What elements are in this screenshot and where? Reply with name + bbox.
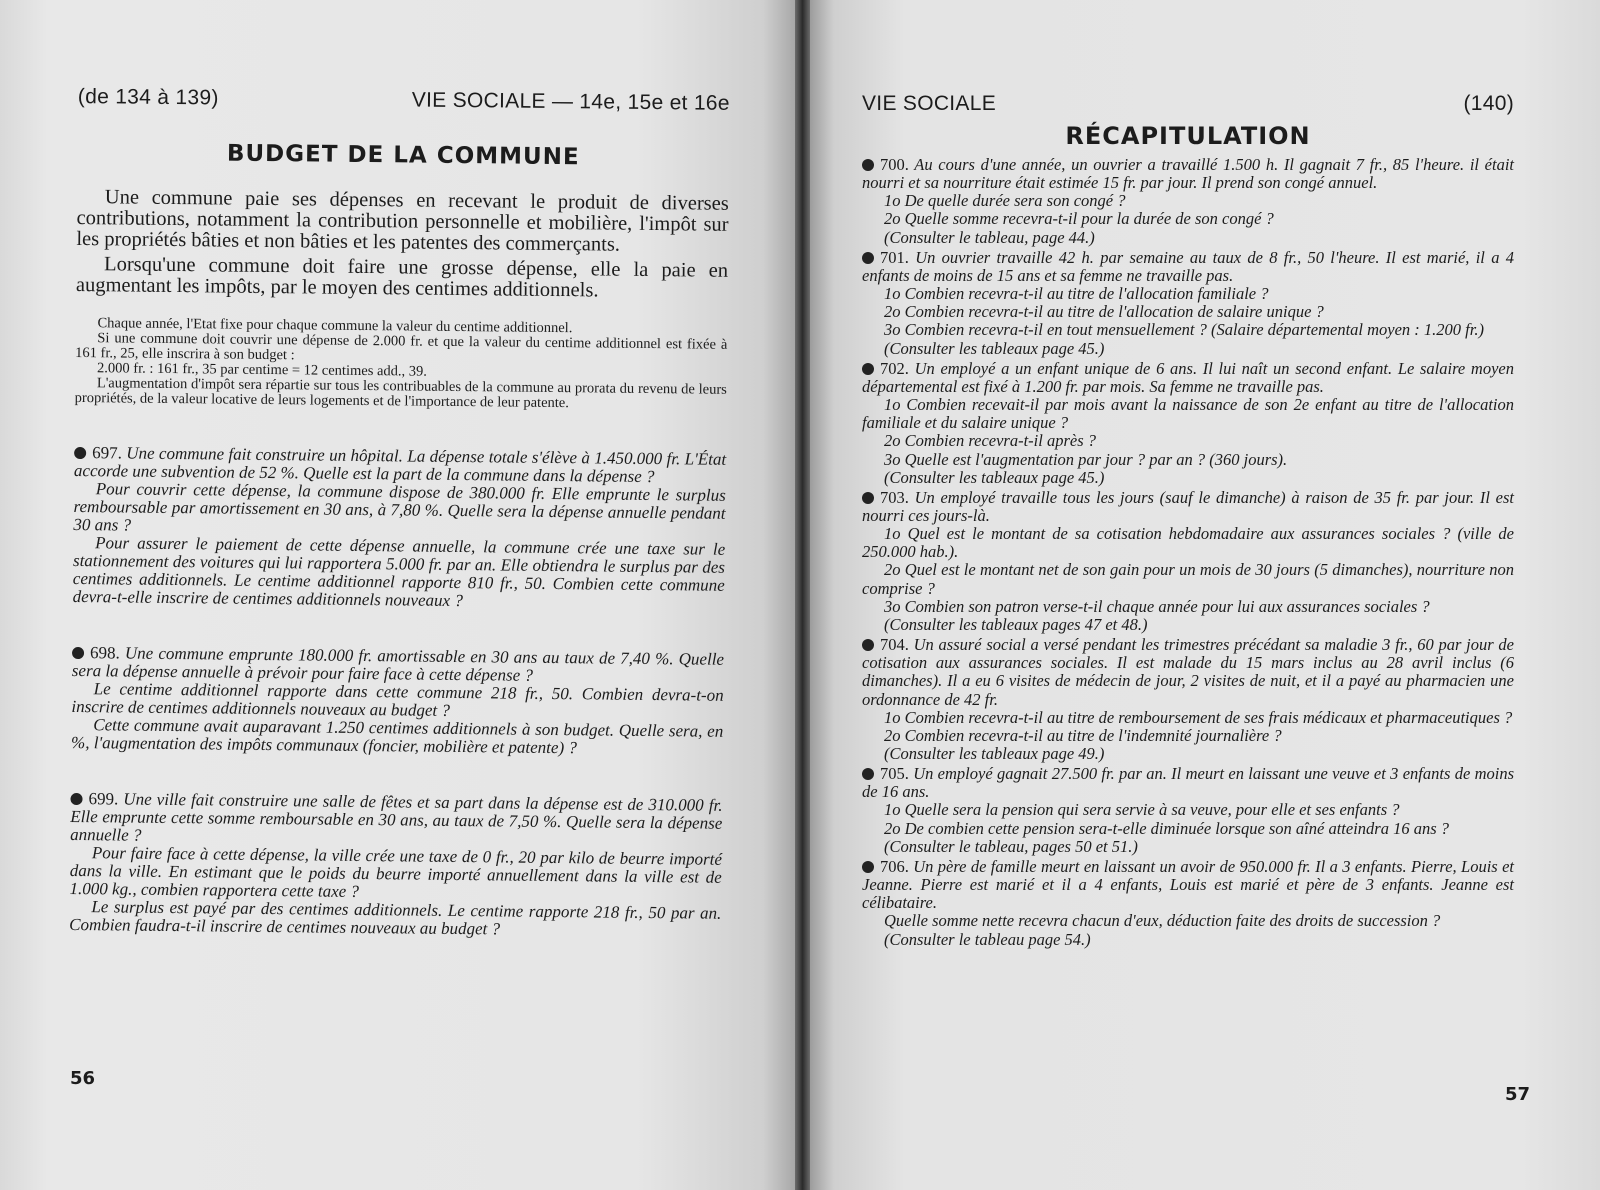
exercise-number: 697.: [92, 443, 122, 463]
exercise-text: Le centime additionnel rapporte dans cette commune 218 fr., 50. Combien devra-t-on inscrire de centimes additionnels nouveaux au budget ?: [71, 679, 724, 720]
page-title: RÉCAPITULATION: [1065, 122, 1311, 150]
bullet-icon: [70, 793, 82, 805]
exercise-705: [862, 765, 1514, 856]
exercise-text: Pour assurer le paiement de cette dépense annuelle, la commune crée une taxe sur le stationnement des voitures qui lui rapportera 5.000 fr. par an. Elle obtiendra le surplus par des centimes additionnels. Le centime additionnel rapporte 810 fr., 50. Combien cette commune devra-t-elle inscrire de centimes additionnels nouveaux ?: [72, 533, 726, 611]
exercise-text: Un employé gagnait 27.500 fr. par an. Il meurt en laissant une veuve et 3 enfants de moins de 16 ans.: [862, 764, 1515, 802]
exercise-704: [862, 636, 1514, 763]
right-page-content: [862, 92, 1514, 949]
running-head-section: VIE SOCIALE: [862, 92, 997, 115]
exercise-text: 2o De combien cette pension sera-t-elle diminuée lorsque son aîné atteindra 16 ans ?: [884, 818, 1450, 838]
page-number: 57: [1504, 1084, 1530, 1105]
exercise-text: Pour faire face à cette dépense, la ville crée une taxe de 0 fr., 20 par kilo de beurre importé dans la ville. En estimant que le poids du beurre importé annuellement dans la ville est de 1.000 kg., combien rapportera cette taxe ?: [69, 843, 723, 901]
exercise-text: Au cours d'une année, un ouvrier a travaillé 1.500 h. Il gagnait 7 fr., 85 l'heure. il était nourri et sa nourriture était estimée 15 fr. par jour. Il prend son congé annuel.: [862, 155, 1515, 193]
exercise-697: [73, 444, 727, 613]
exercise-text: 1o Quelle sera la pension qui sera servie à sa veuve, pour elle et ses enfants ?: [884, 800, 1400, 820]
exercise-text: 1o Quel est le montant de sa cotisation hebdomadaire aux assurances sociales ? (ville de 250.000 hab.).: [862, 524, 1514, 562]
exercise-text: Cette commune avait auparavant 1.250 centimes additionnels à son budget. Quelle sera, en %, l'augmentation des impôts communaux (foncier, mobilière et patente) ?: [71, 715, 724, 758]
exercise-text: Un employé a un enfant unique de 6 ans. Il lui naît un second enfant. Le salaire moyen départemental est fixé à 1.200 fr. par mois. Sa femme ne travaille pas.: [862, 358, 1514, 396]
bullet-icon: [862, 363, 874, 375]
running-head-section: VIE SOCIALE — 14e, 15e et 16e: [411, 88, 730, 115]
exercise-number: 702.: [880, 358, 909, 378]
exercise-number: 701.: [880, 247, 909, 267]
exercise-text: Une commune emprunte 180.000 fr. amortissable en 30 ans au taux de 7,40 %. Quelle sera la dépense annuelle à prévoir pour faire face à cette dépense ?: [71, 643, 725, 685]
exercise-text: 1o Combien recevra-t-il au titre de remboursement de ses frais médicaux et pharmaceutiques ?: [884, 707, 1513, 727]
exercise-text: (Consulter les tableaux pages 47 et 48.): [884, 614, 1148, 634]
page-number: 56: [70, 1068, 96, 1089]
exercise-text: 2o Combien recevra-t-il après ?: [884, 431, 1097, 451]
left-page: [0, 0, 795, 1190]
exercise-text: (Consulter le tableau page 54.): [884, 929, 1091, 949]
exercise-702: [862, 360, 1514, 487]
bullet-icon: [862, 639, 874, 651]
bullet-icon: [72, 647, 84, 659]
exercise-text: 2o Quelle somme recevra-t-il pour la durée de son congé ?: [884, 209, 1274, 229]
exercise-text: 2o Combien recevra-t-il au titre de l'indemnité journalière ?: [884, 725, 1282, 745]
right-page: [810, 0, 1600, 1190]
note-line: Chaque année, l'Etat fixe pour chaque commune la valeur du centime additionnel.: [97, 315, 573, 337]
note-line: L'augmentation d'impôt sera répartie sur tous les contribuables de la commune au prorata du revenu de leurs propriétés, de la valeur locative de leurs logements et de l'importance de leur patente.: [74, 375, 727, 412]
page-title: BUDGET DE LA COMMUNE: [226, 140, 580, 171]
running-head-range: (140): [1463, 92, 1514, 115]
note-line: 2.000 fr. : 161 fr., 35 par centime = 12 centimes add., 39.: [96, 360, 428, 380]
bullet-icon: [862, 768, 874, 780]
exercise-text: (Consulter le tableau, page 44.): [884, 227, 1095, 247]
left-page-content: [69, 85, 730, 941]
note-small-print: [75, 316, 728, 413]
exercise-701: [862, 249, 1514, 358]
exercise-text: 2o Quel est le montant net de son gain pour un mois de 30 jours (5 dimanches), nourriture non comprise ?: [862, 560, 1514, 598]
bullet-icon: [862, 159, 874, 171]
exercise-text: 2o Combien recevra-t-il au titre de l'allocation de salaire unique ?: [884, 302, 1324, 322]
exercise-text: Quelle somme nette recevra chacun d'eux, déduction faite des droits de succession ?: [884, 911, 1441, 931]
running-head: [78, 85, 730, 116]
exercise-text: Un assuré social a versé pendant les trimestres précédant sa maladie 3 fr., 60 par jour de cotisation aux assurances sociales. Il est malade du 15 mars inclus au 28 avril inclus (6 dimanches). Il a eu 6 visites de médecin de jour, 2 visites de nuit, et il a payé au pharmacien une ordonnance de 42 fr.: [862, 635, 1515, 709]
exercise-text: (Consulter les tableaux page 45.): [884, 338, 1105, 358]
exercise-text: Un employé travaille tous les jours (sauf le dimanche) à raison de 35 fr. par jour. Il est nourri ces jours-là.: [862, 487, 1514, 525]
exercise-text: Un père de famille meurt en laissant un avoir de 950.000 fr. Il a 3 enfants. Pierre, Louis et Jeanne. Pierre est marié et il a 4 enfants, Louis est marié et père de 3 enfants. Jeanne est célibataire.: [862, 856, 1515, 913]
exercise-number: 705.: [880, 764, 909, 784]
exercise-text: 1o Combien recevra-t-il au titre de l'allocation familiale ?: [884, 284, 1269, 304]
bullet-icon: [862, 252, 874, 264]
exercise-706: [862, 858, 1514, 949]
exercise-text: 3o Combien recevra-t-il en tout mensuellement ? (Salaire départemental moyen : 1.200 fr.): [884, 320, 1484, 340]
exercise-text: (Consulter les tableaux page 49.): [884, 744, 1105, 763]
exercise-700: [862, 156, 1514, 247]
exercise-number: 704.: [880, 635, 909, 655]
exercise-number: 703.: [880, 487, 909, 507]
book-spine: [795, 0, 810, 1190]
exercise-703: [862, 489, 1514, 634]
exercise-number: 698.: [89, 643, 120, 663]
exercise-number: 699.: [88, 789, 119, 809]
running-head: [862, 92, 1514, 116]
running-head-range: (de 134 à 139): [77, 85, 219, 110]
bullet-icon: [862, 861, 874, 873]
intro-paragraph: Une commune paie ses dépenses en recevant le produit de diverses contributions, notamment la contribution personnelle et mobilière, l'impôt sur les propriétés bâties et non bâties et les patentes des commerçants.: [76, 186, 729, 256]
exercise-text: Une ville fait construire une salle de fêtes et sa part dans la dépense est de 310.000 fr. Elle emprunte cette somme remboursable en 30 ans, au taux de 7,50 %. Quelle sera la dépense annuelle ?: [70, 789, 723, 845]
exercise-text: (Consulter les tableaux page 45.): [884, 467, 1105, 487]
exercise-number: 706.: [880, 856, 909, 876]
exercise-text: (Consulter le tableau, pages 50 et 51.): [884, 836, 1138, 856]
exercise-text: Pour couvrir cette dépense, la commune dispose de 380.000 fr. Elle emprunte le surplus remboursable par amortissement en 30 ans, à 7,80 %. Quelle sera la dépense annuelle pendant 30 ans ?: [73, 479, 726, 535]
exercise-text: Une commune fait construire un hôpital. La dépense totale s'élève à 1.450.000 fr. L'État accorde une subvention de 52 %. Quelle est la part de la commune dans la dépense ?: [73, 443, 727, 487]
intro-text: [76, 187, 729, 303]
bullet-icon: [74, 447, 86, 459]
intro-paragraph: Lorsqu'une commune doit faire une grosse dépense, elle la paie en augmentant les impôts, par le moyen des centimes additionnels.: [75, 253, 729, 302]
note-line: Si une commune doit couvrir une dépense de 2.000 fr. et que la valeur du centime additionnel est fixée à 161 fr., 25, elle inscrira à son budget :: [75, 330, 728, 364]
exercise-text: Un ouvrier travaille 42 h. par semaine au taux de 8 fr., 50 l'heure. Il est marié, il a 4 enfants de moins de 15 ans et sa femme ne travaille pas.: [862, 247, 1515, 285]
exercise-text: 3o Quelle est l'augmentation par jour ? par an ? (360 jours).: [884, 449, 1288, 469]
exercise-text: 3o Combien son patron verse-t-il chaque année pour lui aux assurances sociales ?: [884, 596, 1430, 616]
exercise-text: 1o Combien recevait-il par mois avant la naissance de son 2e enfant au titre de l'allocation familiale et du salaire unique ?: [862, 395, 1514, 433]
exercise-text: 1o De quelle durée sera son congé ?: [884, 191, 1126, 211]
bullet-icon: [862, 492, 874, 504]
exercise-699: [69, 790, 722, 941]
exercise-698: [71, 644, 724, 759]
exercise-text: Le surplus est payé par des centimes additionnels. Le centime rapporte 218 fr., 50 par an. Combien faudra-t-il inscrire de centimes nouveaux au budget ?: [69, 897, 722, 939]
exercise-number: 700.: [880, 155, 909, 174]
